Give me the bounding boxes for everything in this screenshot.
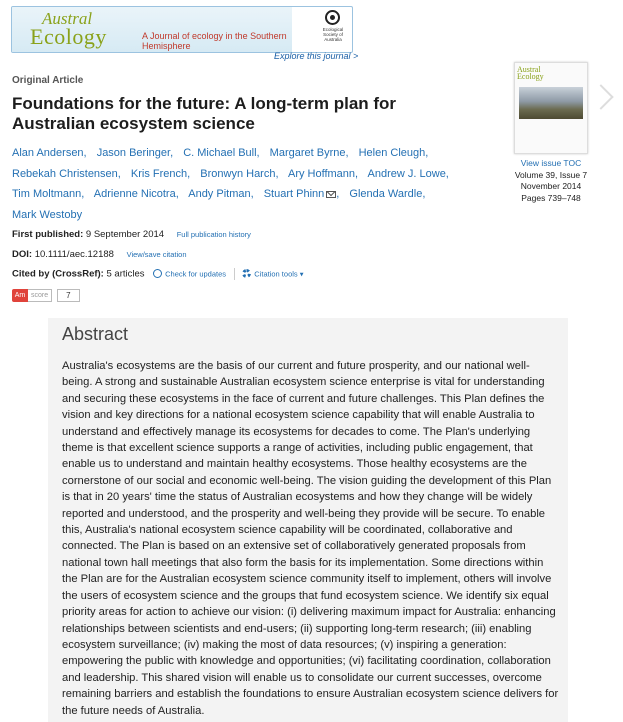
author-link[interactable]: Tim Moltmann, <box>12 188 85 200</box>
author-link[interactable]: Rebekah Christensen, <box>12 167 121 180</box>
doi-label: DOI: <box>12 249 33 260</box>
article-title: Foundations for the future: A long-term plan for Australian ecosystem science <box>12 94 397 133</box>
author-link[interactable]: Ary Hoffmann, <box>287 167 359 180</box>
cover-journal-name-1: Austral <box>517 65 541 74</box>
citation-tools-dropdown[interactable]: Citation tools ▾ <box>254 269 304 279</box>
journal-name-part2: Ecology <box>30 24 107 49</box>
author-link[interactable]: Adrienne Nicotra, <box>93 188 179 200</box>
journal-cover[interactable] <box>514 62 588 154</box>
cited-by-row <box>12 268 304 280</box>
society-logo <box>318 9 348 49</box>
cover-journal-title <box>517 66 585 81</box>
view-citation-link[interactable]: View/save citation <box>126 250 187 259</box>
altmetric-widget[interactable] <box>12 289 80 302</box>
first-published-label: First published: <box>12 229 84 240</box>
corresponding-author[interactable] <box>264 188 340 200</box>
explore-journal-link[interactable]: Explore this journal > <box>274 51 359 61</box>
gear-icon <box>242 269 251 278</box>
abstract-section <box>48 318 568 722</box>
check-updates-link[interactable]: Check for updates <box>165 269 227 279</box>
author-link[interactable]: Alan Andersen, <box>12 147 87 159</box>
altmetric-label: score <box>28 289 52 302</box>
article-type: Original Article <box>12 75 84 86</box>
abstract-heading: Abstract <box>62 324 129 344</box>
author-link[interactable]: Mark Westoby <box>12 208 83 221</box>
altmetric-icon: Am <box>12 289 28 302</box>
publication-history-link[interactable]: Full publication history <box>176 230 251 239</box>
issue-volume: Volume 39, Issue 7 <box>514 169 588 180</box>
chevron-right-icon[interactable] <box>588 84 613 109</box>
author-link[interactable]: Stuart Phinn <box>263 188 325 200</box>
author-link[interactable]: Andy Pitman, <box>188 188 254 200</box>
author-link[interactable]: Margaret Byrne, <box>269 147 349 159</box>
author-list <box>12 143 482 225</box>
abstract-text: Australia's ecosystems are the basis of our current and future prosperity, and our national well-being. A strong and sustainable Australian ecosystem science enterprise is vital for understanding and securing these ecosystems in the face of current and future challenges. This Plan defines the vision and key directions for a national ecosystem science capability that will enable Australia to understand and effectively manage its ecosystems for decades to come. The Plan's underlying theme is that excellent science supports a range of activities, including public engagement, that enable us to understand and maintain healthy ecosystems. Those healthy ecosystems are the cornerstone of our social and economic well-being. The vision guiding the development of this Plan is that in 20 years' time the status of Australian ecosystems and how they change will be widely reported and understood, and the prosperity and well-being they provide will be secure. To enable this, Australia's national ecosystem science capability will be coordinated, collaborative and connected. The Plan is based on an extensive set of collaboratively generated proposals from national town hall meetings that also form the basis for its implementation. Some directions within the Plan are for the Australian ecosystem science community itself to implement, others will involve the users of ecosystem science and the groups that fund ecosystem science. We identify six equal priority areas for action to achieve our vision: (i) delivering maximum impact for Australia: enhancing relationships between scientists and end-users; (ii) supporting long-term research; (iii) enabling ecosystem surveillance; (iv) making the most of data resources; (v) inspiring a generation: empowering the public with knowledge and opportunities; (vi) facilitating coordination, collaboration and leadership. This shared vision will enable us to consolidate our current successes, overcome remaining barriers and establish the foundations to ensure Australian ecosystem science delivers for the future needs of Australia. <box>62 360 559 717</box>
journal-tagline: A Journal of ecology in the Southern Hemisphere <box>142 31 287 51</box>
first-published-row <box>12 229 251 240</box>
author-link[interactable]: Kris French, <box>130 167 191 180</box>
view-issue-toc-link[interactable]: View issue TOC <box>520 158 582 168</box>
author-link[interactable]: Glenda Wardle, <box>349 188 426 200</box>
author-link[interactable]: Andrew J. Lowe, <box>367 167 449 180</box>
journal-banner[interactable] <box>11 6 353 53</box>
society-name: Ecological Society of Australia <box>322 27 344 42</box>
author-link[interactable]: C. Michael Bull, <box>183 147 260 159</box>
first-published-value: 9 September 2014 <box>85 229 165 240</box>
altmetric-score: 7 <box>57 289 79 302</box>
email-icon[interactable] <box>326 191 336 198</box>
author-link[interactable]: Bronwyn Harch, <box>200 167 279 180</box>
cover-journal-name-2: Ecology <box>517 72 544 81</box>
author-separator: , <box>336 188 340 200</box>
cited-by-label: Cited by (CrossRef): <box>12 268 104 280</box>
author-link[interactable]: Helen Cleugh, <box>358 147 429 159</box>
issue-date: November 2014 <box>520 181 582 191</box>
journal-logo <box>12 7 292 52</box>
cited-by-value[interactable]: 5 articles <box>106 268 145 280</box>
doi-row <box>12 249 187 260</box>
society-emblem-icon <box>325 10 340 25</box>
cover-photo <box>519 87 583 119</box>
divider <box>234 268 235 280</box>
issue-pages: Pages 739–748 <box>521 192 581 203</box>
doi-value[interactable]: 10.1111/aec.12188 <box>34 249 114 260</box>
issue-info <box>497 158 605 204</box>
check-updates-icon <box>153 269 162 278</box>
journal-name-part1: Austral <box>42 9 93 28</box>
author-link[interactable]: Jason Beringer, <box>96 147 174 159</box>
